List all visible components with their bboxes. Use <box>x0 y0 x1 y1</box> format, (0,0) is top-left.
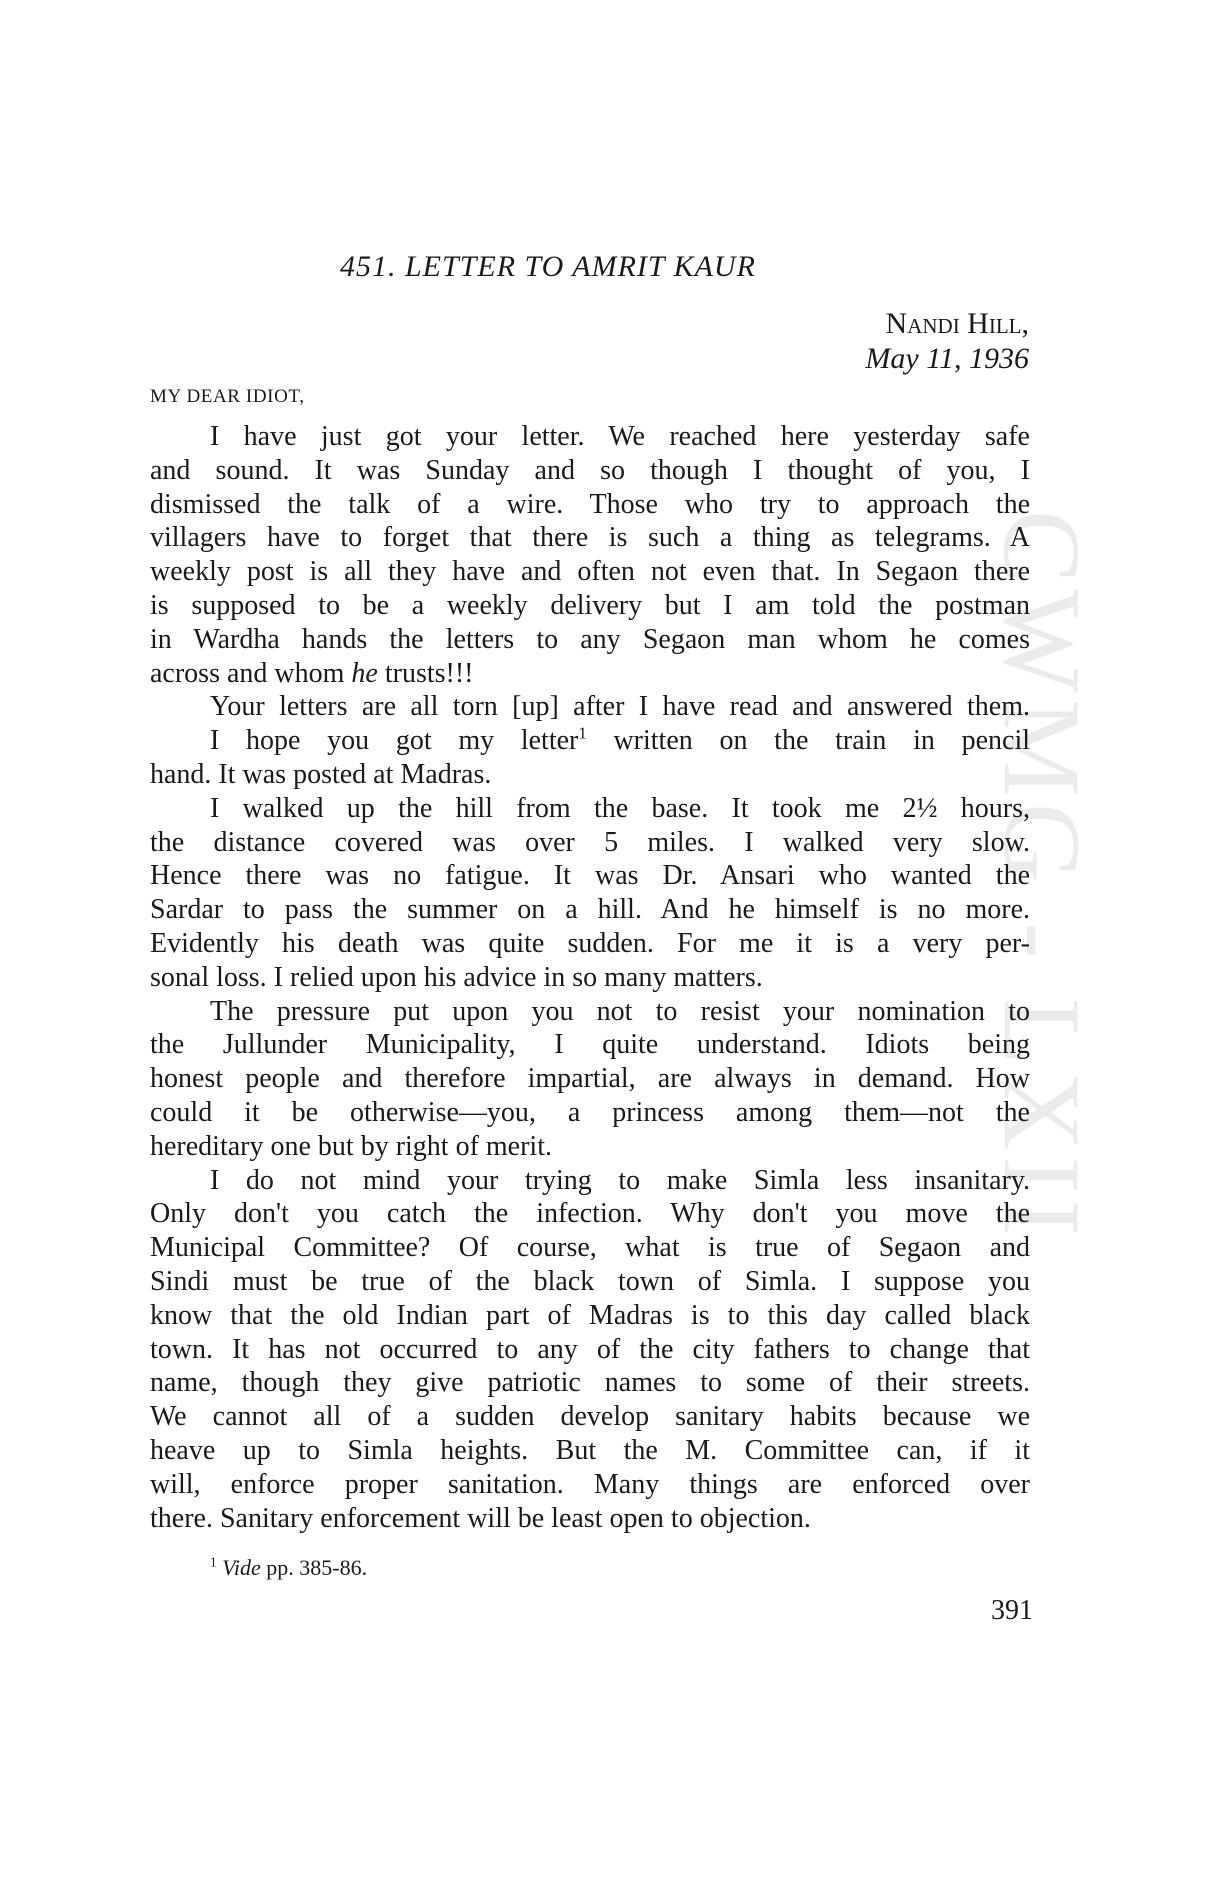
body-line: in Wardha hands the letters to any Segaon man whom he comes <box>150 623 1030 655</box>
body-line: We cannot all of a sudden develop sanitary habits because we <box>150 1401 1030 1433</box>
watermark-text: CWMG - LXII <box>981 510 1103 1242</box>
body-line: town. It has not occurred to any of the city fathers to change that <box>150 1333 1030 1365</box>
body-line: sonal loss. I relied upon his advice in so many matters. <box>150 961 763 993</box>
body-line: Hence there was no fatigue. It was Dr. Ansari who wanted the <box>150 860 1030 892</box>
footnote-vide: Vide <box>222 1555 261 1580</box>
body-line: Your letters are all torn [up] after I have read and answered them. <box>210 691 1030 723</box>
emphasis-word: he <box>351 657 378 689</box>
body-line: could it be otherwise—you, a princess among them—not the <box>150 1096 1030 1128</box>
letter-title: 451. LETTER TO AMRIT KAUR <box>340 250 756 283</box>
body-line: is supposed to be a weekly delivery but I am told the postman <box>150 589 1030 621</box>
body-line: weekly post is all they have and often not even that. In Segaon there <box>150 556 1030 588</box>
body-line: there. Sanitary enforcement will be least open to objection. <box>150 1502 811 1534</box>
body-line: Evidently his death was quite sudden. For me it is a very per- <box>150 927 1030 959</box>
body-line: and sound. It was Sunday and so though I thought of you, I <box>150 454 1030 486</box>
body-line: name, though they give patriotic names to some of their streets. <box>150 1367 1030 1399</box>
footnote <box>210 1555 367 1581</box>
letter-date: May 11, 1936 <box>865 342 1029 375</box>
body-line: Only don't you catch the infection. Why don't you move the <box>150 1198 1030 1230</box>
body-line-part: trusts!!! <box>377 657 474 689</box>
footnote-ref: 1 <box>578 723 587 743</box>
body-line <box>150 657 1030 691</box>
body-line: I do not mind your trying to make Simla less insanitary. <box>210 1164 1030 1196</box>
body-line: Sardar to pass the summer on a hill. And he himself is no more. <box>150 894 1030 926</box>
salutation: MY DEAR IDIOT, <box>150 386 305 407</box>
body-line: I walked up the hill from the base. It took me 2½ hours, <box>210 792 1030 824</box>
body-line-part: across and whom <box>150 657 352 689</box>
footnote-text: pp. 385-86. <box>260 1555 368 1580</box>
body-line: villagers have to forget that there is such a thing as telegrams. A <box>150 522 1030 554</box>
body-line-part: written on the train in pencil <box>586 725 1030 757</box>
letter-place: Nandi Hill, <box>885 307 1029 340</box>
body-line: dismissed the talk of a wire. Those who try to approach the <box>150 488 1030 520</box>
body-line: Municipal Committee? Of course, what is true of Segaon and <box>150 1232 1030 1264</box>
body-line <box>150 724 1030 758</box>
body-line: will, enforce proper sanitation. Many things are enforced over <box>150 1468 1030 1500</box>
body-line: hereditary one but by right of merit. <box>150 1130 552 1162</box>
body-line: Sindi must be true of the black town of Simla. I suppose you <box>150 1265 1030 1297</box>
body-line: hand. It was posted at Madras. <box>150 758 492 790</box>
body-line: know that the old Indian part of Madras is to this day called black <box>150 1299 1030 1331</box>
body-line-part: I hope you got my letter <box>210 725 579 757</box>
body-line: I have just got your letter. We reached here yesterday safe <box>210 421 1030 452</box>
body-line: honest people and therefore impartial, are always in demand. How <box>150 1063 1030 1095</box>
body-line: heave up to Simla heights. But the M. Committee can, if it <box>150 1434 1030 1466</box>
footnote-marker: 1 <box>210 1554 217 1570</box>
body-line: the Jullunder Municipality, I quite understand. Idiots being <box>150 1029 1030 1061</box>
body-line: The pressure put upon you not to resist your nomination to <box>210 995 1030 1027</box>
page-number: 391 <box>991 1595 1033 1626</box>
letter-body <box>150 420 1030 1535</box>
body-line: the distance covered was over 5 miles. I walked very slow. <box>150 826 1030 858</box>
